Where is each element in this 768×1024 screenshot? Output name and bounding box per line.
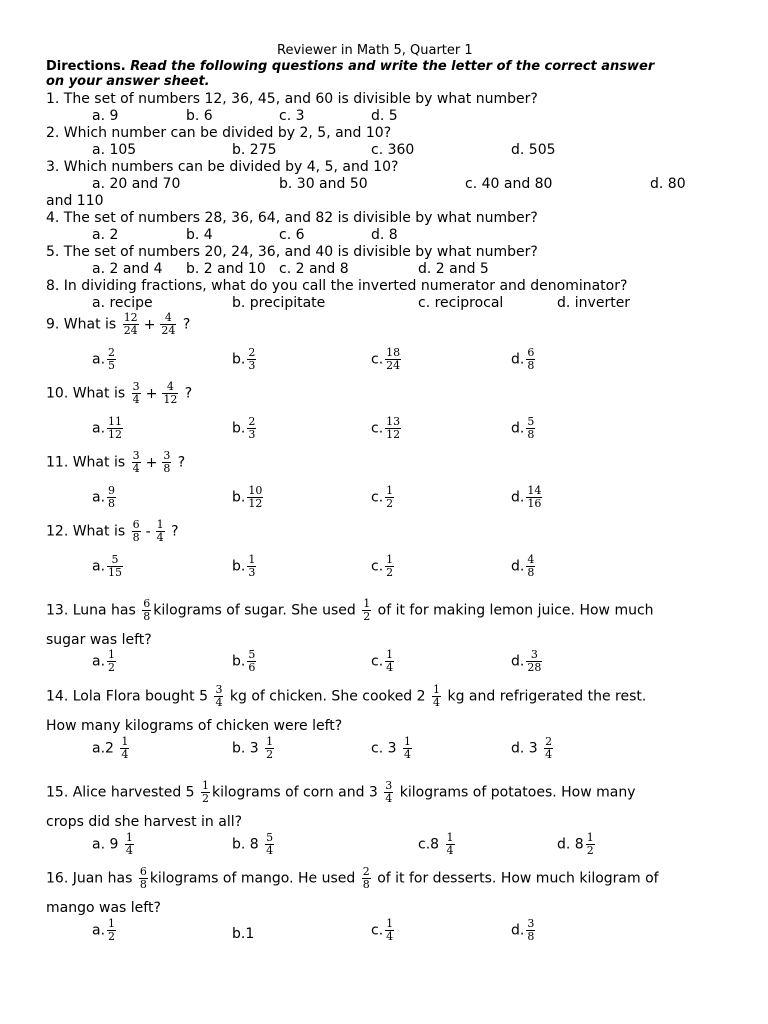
choice-fraction [247, 347, 256, 372]
q4-choice-c: c. 6 [279, 227, 305, 243]
q8-choice-d: d. inverter [557, 295, 631, 311]
q11-fraction-2 [162, 450, 171, 475]
operator: + [145, 385, 158, 402]
q4-choice-d: d. 8 [371, 227, 398, 243]
q10-choice-a [92, 416, 125, 441]
q11-prefix: 11. What is [46, 454, 126, 471]
choice-letter: c. [371, 558, 384, 575]
numerator: 1 [121, 735, 129, 748]
numerator: 5 [266, 831, 274, 844]
q9-choice-c [371, 347, 403, 372]
denominator: 8 [132, 531, 140, 544]
numerator: 5 [107, 554, 123, 567]
numerator: 1 [202, 779, 210, 792]
choice-letter: a. [92, 489, 106, 506]
q9-fraction-1 [123, 312, 139, 337]
page-title: Reviewer in Math 5, Quarter 1 [277, 43, 473, 58]
choice-fraction [107, 347, 116, 372]
denominator: 4 [545, 748, 553, 761]
numerator: 2 [248, 415, 256, 428]
numerator: 5 [527, 415, 535, 428]
q15-text-1: 15. Alice harvested 5 [46, 784, 195, 801]
numerator: 2 [362, 865, 370, 878]
q3-choice-c: c. 40 and 80 [465, 176, 553, 192]
choice-letter: b. [232, 489, 246, 506]
denominator: 4 [385, 792, 393, 805]
numerator: 1 [156, 518, 164, 531]
choice-letter: d. [511, 489, 525, 506]
numerator: 6 [143, 597, 151, 610]
numerator: 3 [526, 649, 542, 662]
numerator: 6 [132, 518, 140, 531]
question-11 [46, 450, 185, 475]
q2-choice-d: d. 505 [511, 142, 556, 158]
denominator: 4 [125, 844, 133, 857]
choice-fraction [265, 832, 274, 857]
q9-suffix: ? [182, 316, 191, 333]
question-14-line-2: How many kilograms of chicken were left? [46, 718, 343, 734]
choice-fraction [125, 832, 134, 857]
choice-letter: a. 9 [92, 836, 119, 853]
q10-fraction-1 [132, 381, 141, 406]
choice-fraction [385, 485, 394, 510]
q14-choice-c [371, 736, 414, 761]
question-15-line-2: crops did she harvest in all? [46, 814, 243, 830]
choice-fraction [526, 416, 535, 441]
q16-text-1: 16. Juan has [46, 870, 133, 887]
choice-fraction [385, 554, 394, 579]
q13-text-2: kilograms of sugar. She used [153, 602, 356, 619]
choice-fraction [385, 347, 401, 372]
choice-fraction [526, 554, 535, 579]
denominator: 6 [248, 661, 256, 674]
choice-letter: d. [511, 420, 525, 437]
choice-letter: c. [371, 420, 384, 437]
q3-choice-d: d. 80 [650, 176, 686, 192]
q16-fraction-2 [362, 866, 371, 891]
q12-suffix: ? [171, 523, 179, 540]
choice-fraction [120, 736, 129, 761]
denominator: 2 [363, 610, 371, 623]
q5-choice-c: c. 2 and 8 [279, 261, 349, 277]
q10-prefix: 10. What is [46, 385, 126, 402]
choice-fraction [526, 347, 535, 372]
choice-fraction [107, 485, 116, 510]
numerator: 1 [266, 735, 274, 748]
denominator: 8 [163, 462, 171, 475]
choice-letter: d. [511, 653, 525, 670]
denominator: 24 [161, 324, 176, 337]
choice-fraction [446, 832, 455, 857]
denominator: 24 [123, 324, 138, 337]
denominator: 12 [163, 393, 178, 406]
choice-letter: c.8 [418, 836, 440, 853]
denominator: 8 [143, 610, 151, 623]
choice-letter: a. [92, 922, 106, 939]
q12-choice-d [511, 554, 537, 579]
q12-choice-b [232, 554, 258, 579]
q16-choice-a [92, 918, 118, 943]
choice-fraction [247, 485, 263, 510]
numerator: 1 [446, 831, 454, 844]
denominator: 4 [132, 462, 140, 475]
numerator: 1 [386, 917, 394, 930]
denominator: 2 [108, 661, 116, 674]
question-2: 2. Which number can be divided by 2, 5, and 10? [46, 125, 392, 141]
q8-choice-b: b. precipitate [232, 295, 326, 311]
question-15 [46, 780, 636, 805]
q13-text-1: 13. Luna has [46, 602, 136, 619]
q11-choice-b [232, 485, 265, 510]
question-16 [46, 866, 659, 891]
denominator: 8 [139, 878, 147, 891]
numerator: 3 [215, 683, 223, 696]
numerator: 1 [125, 831, 133, 844]
q14-fraction-1 [214, 684, 223, 709]
directions-text-1: Read the following questions and write the letter of the correct answer [130, 59, 655, 74]
directions-text-2: on your answer sheet. [46, 74, 210, 89]
choice-fraction [107, 649, 116, 674]
numerator: 3 [132, 449, 140, 462]
choice-letter: d. [511, 558, 525, 575]
numerator: 4 [527, 553, 535, 566]
choice-letter: c. [371, 922, 384, 939]
question-1: 1. The set of numbers 12, 36, 45, and 60 is divisible by what number? [46, 91, 538, 107]
denominator: 12 [248, 497, 263, 510]
choice-fraction [526, 649, 542, 674]
q5-choice-d: d. 2 and 5 [418, 261, 489, 277]
q14-fraction-2 [432, 684, 441, 709]
q12-choice-a [92, 554, 125, 579]
choice-letter: b. [232, 351, 246, 368]
q15-text-3: kilograms of potatoes. How many [399, 784, 636, 801]
q1-choice-d: d. 5 [371, 108, 398, 124]
choice-letter: b. 8 [232, 836, 259, 853]
q1-choice-a: a. 9 [92, 108, 119, 124]
q15-choice-a [92, 832, 136, 857]
denominator: 4 [386, 930, 394, 943]
question-12 [46, 519, 179, 544]
numerator: 6 [139, 865, 147, 878]
q12-fraction-1 [132, 519, 141, 544]
question-9 [46, 312, 190, 337]
choice-letter: a. [92, 351, 106, 368]
numerator: 2 [248, 346, 256, 359]
choice-letter: b. [232, 653, 246, 670]
q11-suffix: ? [177, 454, 186, 471]
numerator: 12 [123, 311, 138, 324]
numerator: 2 [108, 346, 116, 359]
denominator: 4 [386, 661, 394, 674]
q14-text-2: kg of chicken. She cooked 2 [229, 688, 426, 705]
q14-text-3: kg and refrigerated the rest. [447, 688, 647, 705]
denominator: 15 [108, 566, 123, 579]
q13-text-3: of it for making lemon juice. How much [377, 602, 654, 619]
numerator: 3 [527, 917, 535, 930]
choice-fraction [385, 918, 394, 943]
q3-choice-a: a. 20 and 70 [92, 176, 181, 192]
numerator: 10 [248, 484, 263, 497]
operator: + [145, 454, 158, 471]
q9-choice-a [92, 347, 118, 372]
q15-text-2: kilograms of corn and 3 [212, 784, 378, 801]
q14-choice-b [232, 736, 276, 761]
q3-choice-b: b. 30 and 50 [279, 176, 368, 192]
choice-fraction [265, 736, 274, 761]
choice-fraction [107, 416, 123, 441]
numerator: 1 [248, 553, 256, 566]
denominator: 4 [215, 696, 223, 709]
denominator: 12 [108, 428, 123, 441]
q9-choice-d [511, 347, 537, 372]
question-14 [46, 684, 646, 709]
choice-letter: d. [511, 922, 525, 939]
numerator: 6 [527, 346, 535, 359]
choice-letter: b. [232, 420, 246, 437]
choice-letter: c. 3 [371, 740, 397, 757]
numerator: 1 [386, 648, 394, 661]
choice-fraction [385, 649, 394, 674]
q9-choice-b [232, 347, 258, 372]
q9-fraction-2 [160, 312, 176, 337]
q12-fraction-2 [156, 519, 165, 544]
denominator: 5 [108, 359, 116, 372]
q10-suffix: ? [184, 385, 193, 402]
q13-choice-a [92, 649, 118, 674]
choice-fraction [385, 416, 401, 441]
denominator: 4 [156, 531, 164, 544]
numerator: 1 [108, 648, 116, 661]
denominator: 4 [446, 844, 454, 857]
choice-fraction [107, 918, 116, 943]
directions-line-2 [46, 74, 210, 90]
choice-letter: d. [511, 351, 525, 368]
numerator: 3 [132, 380, 140, 393]
q8-choice-c: c. reciprocal [418, 295, 504, 311]
denominator: 2 [386, 497, 394, 510]
choice-letter: c. [371, 653, 384, 670]
q4-choice-b: b. 4 [186, 227, 213, 243]
q11-fraction-1 [132, 450, 141, 475]
q15-choice-b [232, 832, 276, 857]
q2-choice-c: c. 360 [371, 142, 415, 158]
q15-choice-d [557, 832, 597, 857]
q5-choice-a: a. 2 and 4 [92, 261, 163, 277]
choice-letter: a.2 [92, 740, 114, 757]
numerator: 2 [545, 735, 553, 748]
numerator: 13 [386, 415, 401, 428]
q2-choice-b: b. 275 [232, 142, 277, 158]
q11-choice-d [511, 485, 544, 510]
choice-letter: d. 8 [557, 836, 584, 853]
numerator: 14 [527, 484, 542, 497]
denominator: 8 [108, 497, 116, 510]
choice-fraction [107, 554, 123, 579]
denominator: 2 [202, 792, 210, 805]
denominator: 12 [386, 428, 401, 441]
numerator: 1 [363, 597, 371, 610]
q12-choice-c [371, 554, 396, 579]
q12-prefix: 12. What is [46, 523, 126, 540]
q16-choice-c [371, 918, 396, 943]
denominator: 8 [527, 930, 535, 943]
denominator: 2 [108, 930, 116, 943]
denominator: 3 [248, 566, 256, 579]
numerator: 3 [163, 449, 171, 462]
numerator: 3 [385, 779, 393, 792]
choice-letter: c. [371, 351, 384, 368]
question-5: 5. The set of numbers 20, 24, 36, and 40 is divisible by what number? [46, 244, 538, 260]
numerator: 9 [108, 484, 116, 497]
denominator: 4 [121, 748, 129, 761]
choice-fraction [403, 736, 412, 761]
choice-letter: b. [232, 558, 246, 575]
choice-letter: a. [92, 653, 106, 670]
choice-fraction [526, 918, 535, 943]
denominator: 8 [527, 566, 535, 579]
q16-fraction-1 [139, 866, 148, 891]
q1-choice-c: c. 3 [279, 108, 305, 124]
question-13-line-2: sugar was left? [46, 632, 152, 648]
directions-label: Directions. [46, 59, 126, 74]
numerator: 4 [160, 312, 176, 325]
q16-choice-b: b.1 [232, 926, 255, 942]
q2-choice-a: a. 105 [92, 142, 137, 158]
choice-fraction [247, 416, 256, 441]
directions-line-1 [46, 59, 654, 75]
question-4: 4. The set of numbers 28, 36, 64, and 82 is divisible by what number? [46, 210, 538, 226]
denominator: 4 [132, 393, 140, 406]
operator: + [143, 316, 156, 333]
denominator: 4 [433, 696, 441, 709]
numerator: 1 [403, 735, 411, 748]
q10-choice-d [511, 416, 537, 441]
q4-choice-a: a. 2 [92, 227, 119, 243]
denominator: 4 [266, 844, 274, 857]
choice-letter: a. [92, 558, 106, 575]
numerator: 1 [108, 917, 116, 930]
q1-choice-b: b. 6 [186, 108, 213, 124]
q15-fraction-2 [384, 780, 393, 805]
q10-fraction-2 [162, 381, 178, 406]
numerator: 1 [586, 831, 594, 844]
operator: - [145, 523, 151, 540]
q13-choice-b [232, 649, 258, 674]
numerator: 5 [248, 648, 256, 661]
q10-choice-c [371, 416, 403, 441]
q15-choice-c [418, 832, 457, 857]
denominator: 28 [527, 661, 542, 674]
denominator: 16 [527, 497, 542, 510]
q3-choice-d-continued: and 110 [46, 193, 104, 209]
q13-fraction-1 [142, 598, 151, 623]
choice-letter: c. [371, 489, 384, 506]
question-13 [46, 598, 654, 623]
q13-fraction-2 [362, 598, 371, 623]
numerator: 11 [108, 415, 123, 428]
choice-fraction [526, 485, 542, 510]
q11-choice-c [371, 485, 396, 510]
q9-prefix: 9. What is [46, 316, 117, 333]
choice-fraction [247, 649, 256, 674]
q5-choice-b: b. 2 and 10 [186, 261, 266, 277]
q14-text-1: 14. Lola Flora bought 5 [46, 688, 208, 705]
denominator: 3 [248, 359, 256, 372]
q16-text-2: kilograms of mango. He used [149, 870, 356, 887]
q13-choice-d [511, 649, 544, 674]
choice-fraction [586, 832, 595, 857]
numerator: 1 [386, 553, 394, 566]
q13-choice-c [371, 649, 396, 674]
choice-letter: d. 3 [511, 740, 538, 757]
question-16-line-2: mango was left? [46, 900, 161, 916]
denominator: 2 [386, 566, 394, 579]
numerator: 18 [386, 346, 401, 359]
denominator: 8 [527, 428, 535, 441]
question-3: 3. Which numbers can be divided by 4, 5, and 10? [46, 159, 399, 175]
numerator: 1 [386, 484, 394, 497]
q14-choice-a [92, 736, 131, 761]
q11-choice-a [92, 485, 118, 510]
question-10 [46, 381, 192, 406]
q14-choice-d [511, 736, 555, 761]
numerator: 4 [162, 381, 178, 394]
choice-fraction [544, 736, 553, 761]
denominator: 8 [527, 359, 535, 372]
denominator: 3 [248, 428, 256, 441]
choice-fraction [247, 554, 256, 579]
denominator: 2 [586, 844, 594, 857]
denominator: 24 [386, 359, 401, 372]
q15-fraction-1 [201, 780, 210, 805]
question-8: 8. In dividing fractions, what do you call the inverted numerator and denominator? [46, 278, 628, 294]
q8-choice-a: a. recipe [92, 295, 153, 311]
denominator: 8 [362, 878, 370, 891]
q10-choice-b [232, 416, 258, 441]
numerator: 1 [433, 683, 441, 696]
choice-letter: b. 3 [232, 740, 259, 757]
q16-text-3: of it for desserts. How much kilogram of [377, 870, 659, 887]
q16-choice-d [511, 918, 537, 943]
denominator: 4 [403, 748, 411, 761]
choice-letter: a. [92, 420, 106, 437]
denominator: 2 [266, 748, 274, 761]
